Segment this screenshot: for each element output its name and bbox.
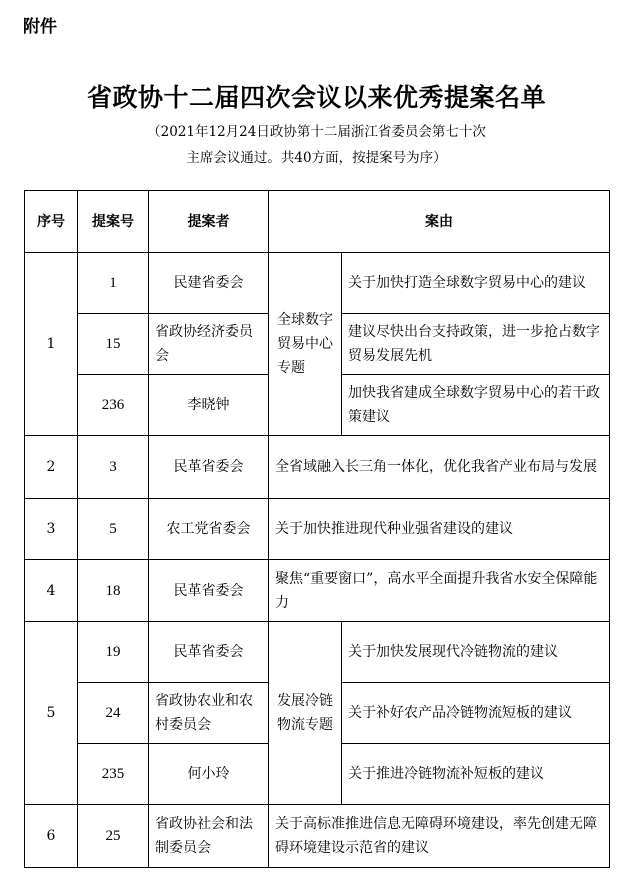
proposal-subject: 关于加快发展现代冷链物流的建议 [342, 622, 610, 683]
subtitle-line-2: 主席会议通过。共40方面，按提案号为序） [186, 150, 447, 166]
row-seq: 2 [25, 436, 78, 499]
row-seq: 6 [25, 805, 78, 868]
proposer: 民革省委会 [149, 560, 269, 622]
proposal-table [24, 190, 610, 868]
table-row [25, 560, 610, 622]
proposer: 李晓钟 [149, 375, 269, 436]
header-proposal-no: 提案号 [78, 191, 149, 253]
proposal-number: 3 [78, 436, 149, 499]
proposer: 民革省委会 [149, 622, 269, 683]
table-row [25, 436, 610, 499]
proposer: 民建省委会 [149, 253, 269, 314]
proposal-number: 18 [78, 560, 149, 622]
document-title: 省政协十二届四次会议以来优秀提案名单 [86, 83, 546, 112]
table-row [25, 253, 610, 314]
proposer: 农工党省委会 [149, 499, 269, 560]
row-seq: 4 [25, 560, 78, 622]
header-subject: 案由 [269, 191, 610, 253]
table-row [25, 805, 610, 868]
proposal-number: 1 [78, 253, 149, 314]
proposer: 何小玲 [149, 744, 269, 805]
header-proposer: 提案者 [149, 191, 269, 253]
proposal-subject: 加快我省建成全球数字贸易中心的若干政策建议 [342, 375, 610, 436]
topic-group: 全球数字贸易中心专题 [269, 253, 342, 436]
row-seq: 5 [25, 622, 78, 805]
proposal-subject: 全省域融入长三角一体化，优化我省产业布局与发展 [269, 436, 610, 499]
row-seq: 3 [25, 499, 78, 560]
table-row [25, 499, 610, 560]
proposal-number: 5 [78, 499, 149, 560]
proposer: 省政协经济委员会 [149, 314, 269, 375]
proposal-number: 24 [78, 683, 149, 744]
proposer: 民革省委会 [149, 436, 269, 499]
proposal-number: 235 [78, 744, 149, 805]
proposal-subject: 关于加快打造全球数字贸易中心的建议 [342, 253, 610, 314]
proposal-subject: 关于补好农产品冷链物流短板的建议 [342, 683, 610, 744]
proposal-subject: 聚焦“重要窗口”，高水平全面提升我省水安全保障能力 [269, 560, 610, 622]
proposal-number: 236 [78, 375, 149, 436]
proposal-number: 25 [78, 805, 149, 868]
proposer: 省政协社会和法制委员会 [149, 805, 269, 868]
topic-group: 发展冷链物流专题 [269, 622, 342, 805]
row-seq: 1 [25, 253, 78, 436]
table-row [25, 622, 610, 683]
proposal-number: 15 [78, 314, 149, 375]
proposer: 省政协农业和农村委员会 [149, 683, 269, 744]
proposal-subject: 关于推进冷链物流补短板的建议 [342, 744, 610, 805]
header-seq: 序号 [25, 191, 78, 253]
proposal-subject: 建议尽快出台支持政策，进一步抢占数字贸易发展先机 [342, 314, 610, 375]
attachment-label: 附件 [23, 17, 57, 37]
proposal-number: 19 [78, 622, 149, 683]
proposal-subject: 关于高标准推进信息无障碍环境建设，率先创建无障碍环境建设示范省的建议 [269, 805, 610, 868]
subtitle-line-1: （2021年12月24日政协第十二届浙江省委员会第七十次 [147, 124, 486, 140]
proposal-subject: 关于加快推进现代种业强省建设的建议 [269, 499, 610, 560]
table-header-row [25, 191, 610, 253]
